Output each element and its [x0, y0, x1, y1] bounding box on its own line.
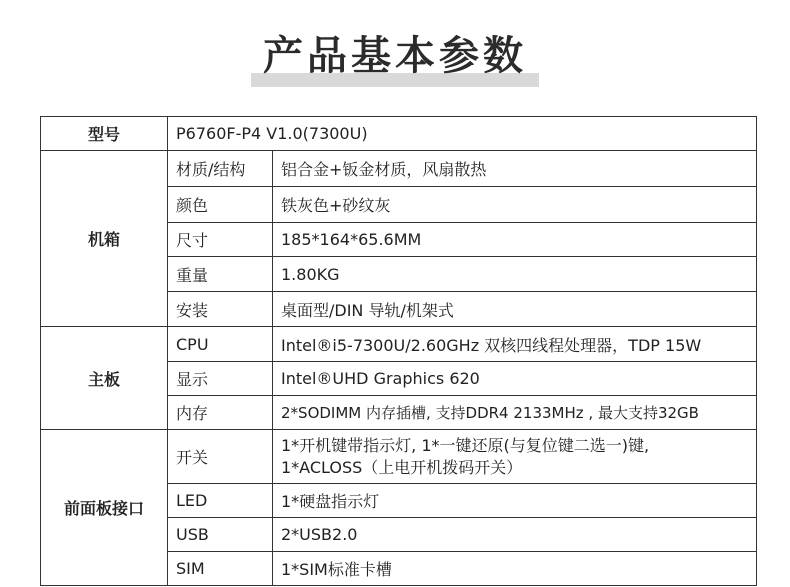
spec-label: 安装 — [168, 292, 273, 327]
table-row-model — [41, 117, 757, 151]
spec-label: 显示 — [168, 362, 273, 396]
spec-value: 1*硬盘指示灯 — [273, 484, 757, 518]
spec-label: 尺寸 — [168, 223, 273, 257]
spec-value: 185*164*65.6MM — [273, 223, 757, 257]
page-title — [257, 24, 533, 85]
spec-label: LED — [168, 484, 273, 518]
spec-label: 开关 — [168, 430, 273, 484]
category-chassis: 机箱 — [41, 151, 168, 327]
table-row — [41, 327, 757, 362]
spec-table — [40, 116, 757, 586]
spec-label: 颜色 — [168, 187, 273, 223]
model-value: P6760F-P4 V1.0(7300U) — [168, 117, 757, 151]
spec-label: 材质/结构 — [168, 151, 273, 187]
spec-label: SIM — [168, 552, 273, 586]
spec-value: Intel®i5-7300U/2.60GHz 双核四线程处理器，TDP 15W — [273, 327, 757, 362]
spec-label: 重量 — [168, 257, 273, 292]
model-label: 型号 — [41, 117, 168, 151]
page-title-text: 产品基本参数 — [263, 33, 527, 79]
spec-value: 铁灰色+砂纹灰 — [273, 187, 757, 223]
category-mainboard: 主板 — [41, 327, 168, 430]
spec-value: 2*USB2.0 — [273, 518, 757, 552]
spec-value-line: 1*ACLOSS（上电开机拨码开关） — [281, 457, 523, 477]
spec-value: 铝合金+钣金材质，风扇散热 — [273, 151, 757, 187]
category-front-panel: 前面板接口 — [41, 430, 168, 586]
spec-value — [273, 430, 757, 484]
table-row — [41, 151, 757, 187]
spec-value: 1*SIM标准卡槽 — [273, 552, 757, 586]
spec-value-line: 1*开机键带指示灯, 1*一键还原(与复位键二选一)键, — [281, 435, 650, 455]
spec-value: Intel®UHD Graphics 620 — [273, 362, 757, 396]
title-area — [0, 24, 790, 85]
spec-label: CPU — [168, 327, 273, 362]
spec-value: 2*SODIMM 内存插槽, 支持DDR4 2133MHz , 最大支持32GB — [273, 396, 757, 430]
spec-label: USB — [168, 518, 273, 552]
spec-value: 1.80KG — [273, 257, 757, 292]
table-row — [41, 430, 757, 484]
spec-value: 桌面型/DIN 导轨/机架式 — [273, 292, 757, 327]
spec-label: 内存 — [168, 396, 273, 430]
